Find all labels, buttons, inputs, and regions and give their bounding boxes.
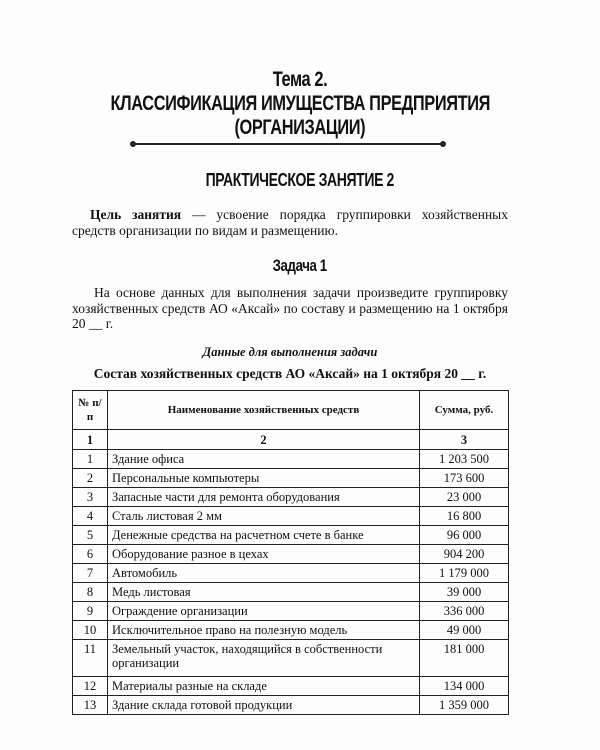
lesson-title: ПРАКТИЧЕСКОЕ ЗАНЯТИЕ 2 xyxy=(205,170,395,190)
row-number: 11 xyxy=(73,640,108,677)
row-sum: 134 000 xyxy=(420,677,509,696)
row-number: 3 xyxy=(73,488,108,507)
row-sum: 181 000 xyxy=(420,640,509,677)
table-row xyxy=(73,545,509,564)
row-sum: 336 000 xyxy=(420,602,509,621)
task-title: Задача 1 xyxy=(272,256,328,275)
row-name: Здание офиса xyxy=(108,450,420,469)
row-name: Здание склада готовой продукции xyxy=(108,696,420,715)
topic-title-line2: (ОРГАНИЗАЦИИ) xyxy=(234,116,366,139)
row-number: 6 xyxy=(73,545,108,564)
data-caption: Данные для выполнения задачи xyxy=(202,345,378,359)
row-number: 12 xyxy=(73,677,108,696)
col-number-3: 3 xyxy=(420,430,509,450)
row-sum: 16 800 xyxy=(420,507,509,526)
row-name: Автомобиль xyxy=(108,564,420,583)
table-row xyxy=(73,640,509,677)
row-number: 10 xyxy=(73,621,108,640)
row-name: Материалы разные на складе xyxy=(108,677,420,696)
col-number-1: 1 xyxy=(73,430,108,450)
table-row xyxy=(73,564,509,583)
table-title: Состав хозяйственных средств АО «Аксай» на 1 октября 20 __ г. xyxy=(93,366,487,381)
row-name: Оборудование разное в цехах xyxy=(108,545,420,564)
row-number: 1 xyxy=(73,450,108,469)
header-sum: Сумма, руб. xyxy=(420,391,509,430)
row-name: Персональные компьютеры xyxy=(108,469,420,488)
row-number: 9 xyxy=(73,602,108,621)
row-sum: 23 000 xyxy=(420,488,509,507)
row-name: Медь листовая xyxy=(108,583,420,602)
row-name: Исключительное право на полезную модель xyxy=(108,621,420,640)
divider-dot-right xyxy=(440,141,446,147)
table-row xyxy=(73,469,509,488)
header-name: Наименование хозяйственных средств xyxy=(108,391,420,430)
goal-label: Цель занятия xyxy=(90,207,182,222)
row-sum: 1 359 000 xyxy=(420,696,509,715)
task-paragraph: На основе данных для выполнения задачи произведите группировку хозяйственных средств АО «Аксай» по составу и размещению на 1 октября 20 __ г. xyxy=(72,285,508,331)
row-number: 13 xyxy=(73,696,108,715)
table-row xyxy=(73,677,509,696)
goal-text: — усвоение порядка группировки хозяйственных средств организации по видам и размещению. xyxy=(72,207,508,238)
row-name: Земельный участок, находящийся в собственности организации xyxy=(108,640,420,677)
row-number: 8 xyxy=(73,583,108,602)
topic-number: Тема 2. xyxy=(272,68,328,91)
divider xyxy=(132,143,443,145)
row-number: 2 xyxy=(73,469,108,488)
table-row xyxy=(73,696,509,715)
column-number-row xyxy=(73,430,509,450)
header-number: № п/п xyxy=(73,391,108,430)
row-number: 5 xyxy=(73,526,108,545)
row-sum: 173 600 xyxy=(420,469,509,488)
row-sum: 49 000 xyxy=(420,621,509,640)
row-name: Денежные средства на расчетном счете в банке xyxy=(108,526,420,545)
divider-dot-left xyxy=(130,141,136,147)
row-name: Ограждение организации xyxy=(108,602,420,621)
table-row xyxy=(73,507,509,526)
table-row xyxy=(73,583,509,602)
goal-paragraph xyxy=(72,207,508,238)
row-name: Запасные части для ремонта оборудования xyxy=(108,488,420,507)
row-sum: 39 000 xyxy=(420,583,509,602)
table-row xyxy=(73,526,509,545)
table-header-row xyxy=(73,391,509,430)
row-sum: 904 200 xyxy=(420,545,509,564)
table-row xyxy=(73,488,509,507)
col-number-2: 2 xyxy=(108,430,420,450)
row-sum: 96 000 xyxy=(420,526,509,545)
row-number: 4 xyxy=(73,507,108,526)
row-number: 7 xyxy=(73,564,108,583)
assets-table xyxy=(72,390,509,715)
row-sum: 1 203 500 xyxy=(420,450,509,469)
row-sum: 1 179 000 xyxy=(420,564,509,583)
table-row xyxy=(73,602,509,621)
row-name: Сталь листовая 2 мм xyxy=(108,507,420,526)
topic-title-line1: КЛАССИФИКАЦИЯ ИМУЩЕСТВА ПРЕДПРИЯТИЯ xyxy=(110,92,490,115)
table-row xyxy=(73,621,509,640)
table-row xyxy=(73,450,509,469)
